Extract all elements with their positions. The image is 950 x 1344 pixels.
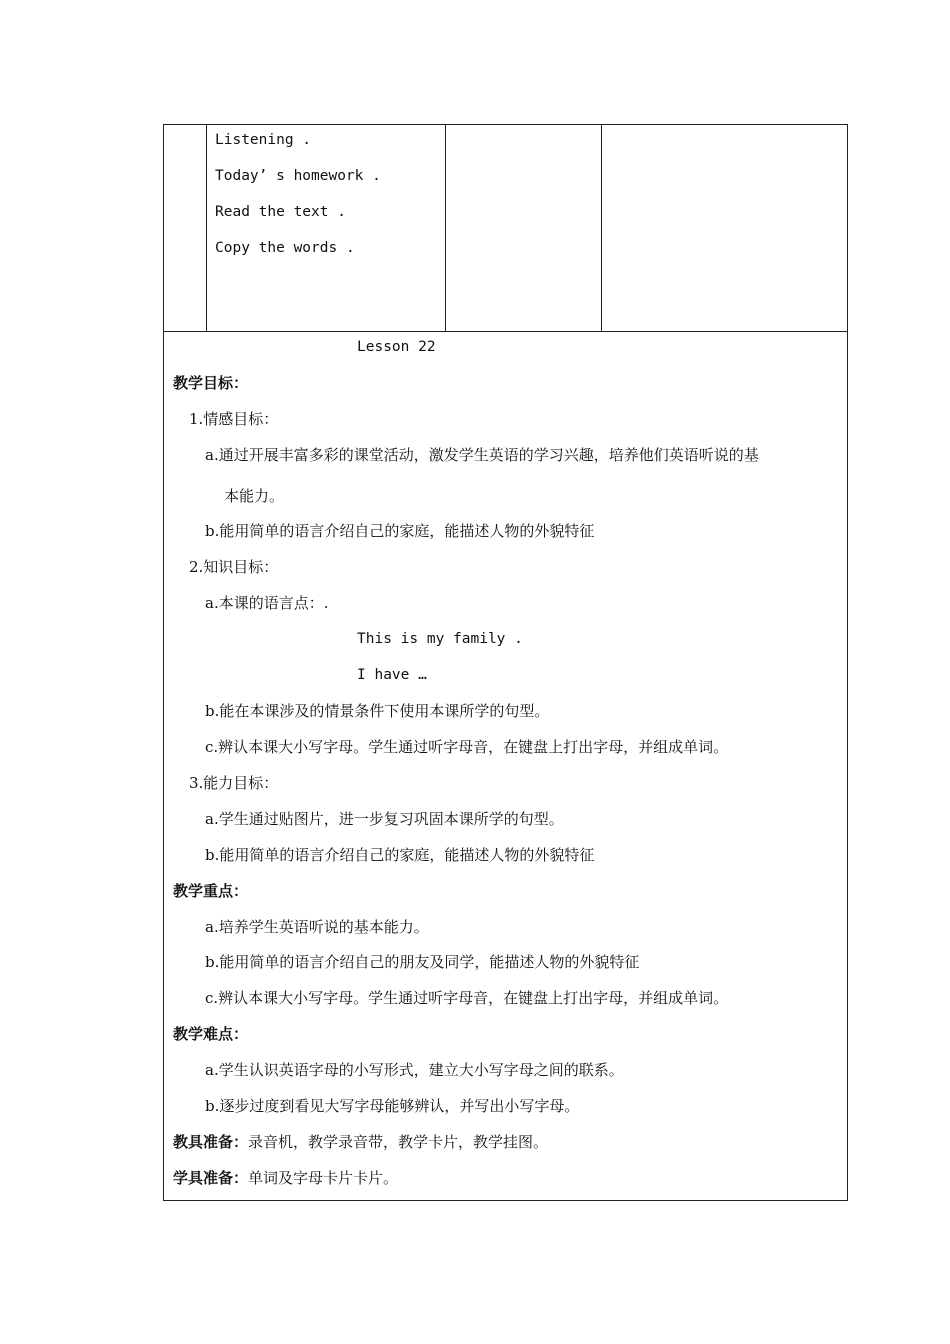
goal1-item-b: b.能用简单的语言介绍自己的家庭，能描述人物的外貌特征 xyxy=(205,522,595,540)
student-tools-label: 学具准备： xyxy=(173,1169,249,1187)
key-point-c: c.辨认本课大小写字母。学生通过听字母音，在键盘上打出字母，并组成单词。 xyxy=(205,989,729,1007)
sentence-this-is-my-family: This is my family . xyxy=(357,631,523,647)
student-tools-text: 单词及字母卡片卡片。 xyxy=(248,1169,399,1187)
activity-homework: Today’ s homework . xyxy=(215,168,381,184)
teaching-tools-label: 教具准备： xyxy=(173,1133,249,1151)
col-divider-1 xyxy=(206,125,207,332)
row-divider xyxy=(164,331,847,332)
activity-listening: Listening . xyxy=(215,132,312,148)
goal3-item-b: b.能用简单的语言介绍自己的家庭，能描述人物的外貌特征 xyxy=(205,846,595,864)
goal2-item-b: b.能在本课涉及的情景条件下使用本课所学的句型。 xyxy=(205,702,550,720)
goal3-heading: 3.能力目标： xyxy=(189,774,279,792)
activity-copy-words: Copy the words . xyxy=(215,240,355,256)
goal3-item-a: a.学生通过贴图片，进一步复习巩固本课所学的句型。 xyxy=(205,810,564,828)
teaching-tools-text: 录音机，教学录音带，教学卡片，教学挂图。 xyxy=(248,1133,549,1151)
lesson-title: Lesson 22 xyxy=(357,339,436,355)
goal1-heading: 1.情感目标： xyxy=(189,410,279,428)
lesson-plan-table xyxy=(163,124,848,1201)
goal2-heading: 2.知识目标： xyxy=(189,558,279,576)
goal1-item-a-line2: 本能力。 xyxy=(224,487,285,505)
goals-heading: 教学目标： xyxy=(173,374,249,392)
goal2-item-c: c.辨认本课大小写字母。学生通过听字母音，在键盘上打出字母，并组成单词。 xyxy=(205,738,729,756)
difficulty-a: a.学生认识英语字母的小写形式，建立大小写字母之间的联系。 xyxy=(205,1061,624,1079)
key-points-heading: 教学重点： xyxy=(173,882,249,900)
goal1-item-a-line1: a.通过开展丰富多彩的课堂活动，激发学生英语的学习兴趣，培养他们英语听说的基 xyxy=(205,446,759,464)
difficulty-b: b.逐步过度到看见大写字母能够辨认，并写出小写字母。 xyxy=(205,1097,580,1115)
col-divider-2 xyxy=(445,125,446,332)
sentence-i-have: I have … xyxy=(357,667,427,683)
key-point-a: a.培养学生英语听说的基本能力。 xyxy=(205,918,429,936)
activity-read-text: Read the text . xyxy=(215,204,346,220)
teaching-tools xyxy=(173,1132,548,1152)
difficulties-heading: 教学难点： xyxy=(173,1025,249,1043)
student-tools xyxy=(173,1168,398,1188)
col-divider-3 xyxy=(601,125,602,332)
goal2-item-a: a.本课的语言点：. xyxy=(205,594,329,612)
key-point-b: b.能用简单的语言介绍自己的朋友及同学，能描述人物的外貌特征 xyxy=(205,953,640,971)
